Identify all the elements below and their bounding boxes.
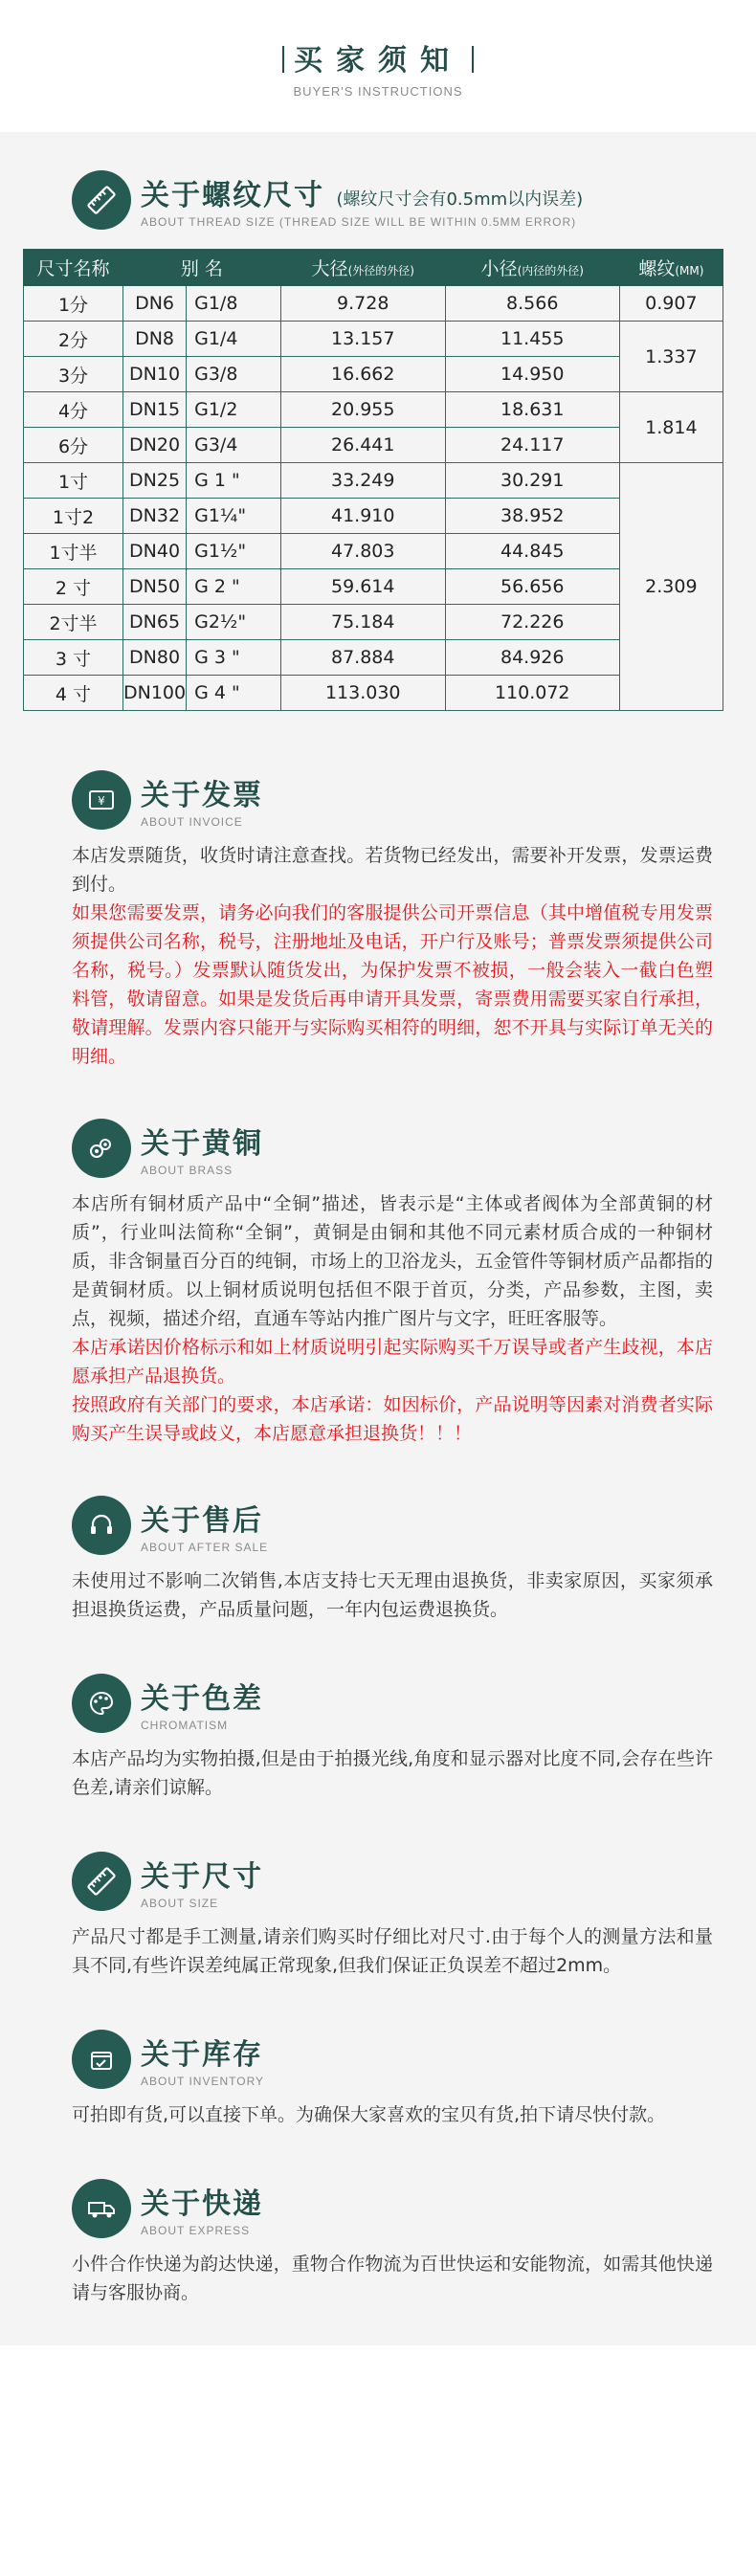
cell-g: G1/2 (187, 392, 281, 428)
cell-id: 84.926 (445, 640, 619, 676)
section-express (0, 2129, 756, 2307)
cell-od: 26.441 (280, 428, 445, 463)
cell-g: G 4 " (187, 676, 281, 711)
cell-od: 33.249 (280, 463, 445, 499)
section-aftersale (0, 1448, 756, 1624)
cell-size: 2 寸 (24, 569, 123, 605)
section-header (72, 1852, 713, 1911)
section-inventory (0, 1980, 756, 2129)
thread-table (23, 249, 723, 711)
table-row (24, 534, 723, 569)
section-title: 关于黄铜 (141, 1127, 263, 1161)
section-subtitle: CHROMATISM (141, 1719, 229, 1732)
page-title (0, 36, 756, 78)
cell-dn: DN80 (123, 640, 187, 676)
invoice-text: 本店发票随货，收货时请注意查找。若货物已经发出，需要补开发票，发票运费到付。 (72, 845, 713, 895)
express-text: 小件合作快递为韵达快递，重物合作物流为百世快运和安能物流，如需其他快递请与客服协商。 (72, 2254, 713, 2303)
page-subtitle: BUYER'S INSTRUCTIONS (293, 84, 463, 99)
cell-id: 14.950 (445, 357, 619, 392)
cell-dn: DN20 (123, 428, 187, 463)
col-size: 尺寸名称 (24, 250, 123, 286)
cell-pitch: 1.337 (619, 322, 723, 392)
thread-table-wrap (0, 249, 756, 711)
table-row (24, 499, 723, 534)
headset-icon (72, 1496, 131, 1555)
table-row (24, 357, 723, 392)
table-row (24, 322, 723, 357)
truck-icon (72, 2179, 131, 2238)
cell-g: G2½" (187, 605, 281, 640)
content (0, 132, 756, 2345)
section-brass (0, 1071, 756, 1448)
invoice-icon (72, 770, 131, 830)
title-divider-left (282, 46, 284, 73)
section-chromatism (0, 1624, 756, 1802)
table-row (24, 640, 723, 676)
section-header (72, 2179, 713, 2238)
cell-g: G1/4 (187, 322, 281, 357)
cell-size: 2寸半 (24, 605, 123, 640)
ruler-icon (72, 170, 131, 230)
cell-id: 72.226 (445, 605, 619, 640)
cell-size: 3分 (24, 357, 123, 392)
col-od: 大径(外径的外径) (280, 250, 445, 286)
section-subtitle: ABOUT SIZE (141, 1897, 219, 1910)
cell-id: 24.117 (445, 428, 619, 463)
cell-dn: DN50 (123, 569, 187, 605)
cell-od: 113.030 (280, 676, 445, 711)
cell-g: G1/8 (187, 286, 281, 322)
section-header (72, 170, 713, 230)
section-header (72, 1119, 713, 1178)
cell-size: 4 寸 (24, 676, 123, 711)
cell-id: 30.291 (445, 463, 619, 499)
cell-g: G 1 " (187, 463, 281, 499)
section-thread-size (0, 132, 756, 230)
cell-pitch: 2.309 (619, 463, 723, 711)
cell-dn: DN8 (123, 322, 187, 357)
section-title: 关于色差 (141, 1682, 263, 1716)
col-id: 小径(内径的外径) (445, 250, 619, 286)
section-note: (螺纹尺寸会有0.5mm以内误差) (336, 189, 584, 210)
table-row (24, 605, 723, 640)
table-row (24, 286, 723, 322)
cell-od: 16.662 (280, 357, 445, 392)
cell-od: 9.728 (280, 286, 445, 322)
cell-id: 8.566 (445, 286, 619, 322)
cell-dn: DN32 (123, 499, 187, 534)
cell-dn: DN6 (123, 286, 187, 322)
chromatism-text: 本店产品均为实物拍摄,但是由于拍摄光线,角度和显示器对比度不同,会存在些许色差,请亲们谅解。 (72, 1748, 713, 1798)
header (0, 0, 756, 132)
table-header-row (24, 250, 723, 286)
cell-g: G 3 " (187, 640, 281, 676)
cell-size: 6分 (24, 428, 123, 463)
section-title: 关于尺寸 (141, 1860, 263, 1894)
section-subtitle: ABOUT BRASS (141, 1164, 233, 1177)
cell-dn: DN10 (123, 357, 187, 392)
section-header (72, 2030, 713, 2089)
col-pitch: 螺纹(MM) (619, 250, 723, 286)
size-text: 产品尺寸都是手工测量,请亲们购买时仔细比对尺寸.由于每个人的测量方法和量具不同,有些许误差纯属正常现象,但我们保证正负误差不超过2mm。 (72, 1926, 713, 1976)
section-subtitle: ABOUT THREAD SIZE (THREAD SIZE WILL BE WITHIN 0.5MM ERROR) (141, 215, 577, 229)
table-row (24, 569, 723, 605)
section-title: 关于售后 (141, 1504, 263, 1538)
cell-od: 13.157 (280, 322, 445, 357)
cell-id: 110.072 (445, 676, 619, 711)
cell-size: 2分 (24, 322, 123, 357)
cell-pitch: 0.907 (619, 286, 723, 322)
cell-od: 41.910 (280, 499, 445, 534)
brass-government-promise: 按照政府有关部门的要求，本店承诺：如因标价，产品说明等因素对消费者实际购买产生误导或歧义，本店愿意承担退换货！！！ (72, 1394, 713, 1444)
section-subtitle: ABOUT EXPRESS (141, 2224, 251, 2237)
brass-promise: 本店承诺因价格标示和如上材质说明引起实际购买千万误导或者产生歧视，本店愿承担产品退换货。 (72, 1337, 713, 1387)
section-subtitle: ABOUT INVOICE (141, 815, 243, 829)
section-subtitle: ABOUT AFTER SALE (141, 1541, 269, 1554)
section-invoice (0, 711, 756, 1071)
section-size (0, 1802, 756, 1980)
cell-od: 87.884 (280, 640, 445, 676)
ruler-icon (72, 1852, 131, 1911)
table-row (24, 392, 723, 428)
section-title: 关于快递 (141, 2187, 263, 2221)
cell-size: 4分 (24, 392, 123, 428)
brass-pipe-icon (72, 1119, 131, 1178)
cell-g: G3/8 (187, 357, 281, 392)
section-title: 关于库存 (141, 2038, 263, 2072)
brass-text: 本店所有铜材质产品中“全铜”描述，皆表示是“主体或者阀体为全部黄铜的材质”，行业叫法简称“全铜”，黄铜是由铜和其他不同元素材质合成的一种铜材质，非含铜量百分百的纯铜，市场上的卫浴龙头，五金管件等铜材质产品都指的是黄铜材质。以上铜材质说明包括但不限于首页，分类，产品参数，主图，卖点，视频，描述介绍，直通车等站内推广图片与文字，旺旺客服等。 (72, 1193, 713, 1329)
cell-id: 38.952 (445, 499, 619, 534)
svg-text:¥: ¥ (98, 794, 105, 808)
cell-od: 20.955 (280, 392, 445, 428)
section-header (72, 1496, 713, 1555)
cell-dn: DN65 (123, 605, 187, 640)
cell-od: 75.184 (280, 605, 445, 640)
section-title: 关于螺纹尺寸 (螺纹尺寸会有0.5mm以内误差) (141, 179, 584, 212)
cell-dn: DN15 (123, 392, 187, 428)
cell-od: 59.614 (280, 569, 445, 605)
section-subtitle: ABOUT INVENTORY (141, 2075, 265, 2088)
cell-id: 11.455 (445, 322, 619, 357)
cell-g: G1¼" (187, 499, 281, 534)
cell-id: 18.631 (445, 392, 619, 428)
table-row (24, 463, 723, 499)
cell-size: 1分 (24, 286, 123, 322)
table-row (24, 676, 723, 711)
section-title: 关于发票 (141, 779, 263, 812)
title-divider-right (472, 46, 474, 73)
section-header (72, 770, 713, 830)
cell-size: 3 寸 (24, 640, 123, 676)
cell-size: 1寸2 (24, 499, 123, 534)
palette-icon (72, 1674, 131, 1733)
cell-pitch: 1.814 (619, 392, 723, 463)
cell-g: G 2 " (187, 569, 281, 605)
inventory-box-icon (72, 2030, 131, 2089)
cell-dn: DN100 (123, 676, 187, 711)
section-header (72, 1674, 713, 1733)
col-alias: 别 名 (123, 250, 281, 286)
cell-dn: DN25 (123, 463, 187, 499)
cell-id: 56.656 (445, 569, 619, 605)
cell-g: G3/4 (187, 428, 281, 463)
cell-size: 1寸半 (24, 534, 123, 569)
inventory-text: 可拍即有货,可以直接下单。为确保大家喜欢的宝贝有货,拍下请尽快付款。 (72, 2104, 666, 2125)
cell-dn: DN40 (123, 534, 187, 569)
aftersale-text: 未使用过不影响二次销售,本店支持七天无理由退换货，非卖家原因，买家须承担退换货运费，产品质量问题，一年内包运费退换货。 (72, 1570, 713, 1620)
invoice-notice: 如果您需要发票，请务必向我们的客服提供公司开票信息（其中增值税专用发票须提供公司名称，税号，注册地址及电话，开户行及账号；普票发票须提供公司名称，税号。）发票默认随货发出，为保护发票不被损，一般会装入一截白色塑料管，敬请留意。如果是发货后再申请开具发票，寄票费用需要买家自行承担，敬请理解。发票内容只能开与实际购买相符的明细，恕不开具与实际订单无关的明细。 (72, 902, 713, 1067)
cell-od: 47.803 (280, 534, 445, 569)
table-row (24, 428, 723, 463)
cell-id: 44.845 (445, 534, 619, 569)
cell-size: 1寸 (24, 463, 123, 499)
cell-g: G1½" (187, 534, 281, 569)
page-title-text: 买家须知 (294, 44, 462, 78)
